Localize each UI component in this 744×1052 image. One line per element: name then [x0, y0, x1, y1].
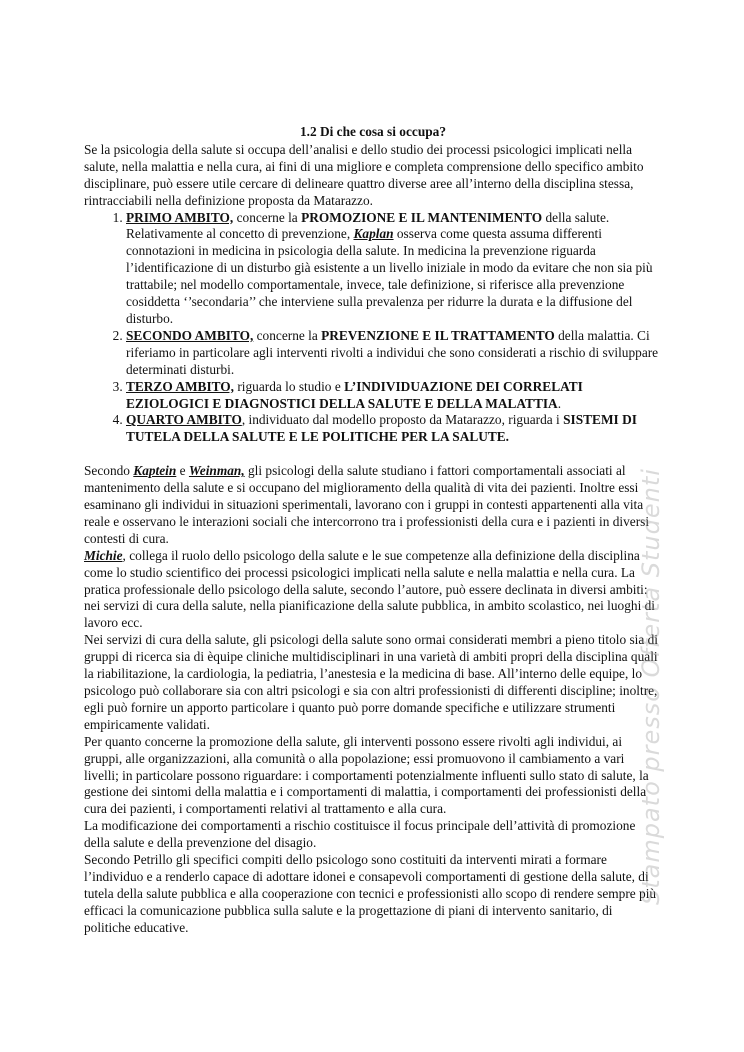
author-weinman: Weinman, — [188, 463, 245, 479]
section-heading: 1.2 Di che cosa si occupa? — [299, 124, 447, 139]
blank-line — [84, 446, 662, 463]
document-page — [84, 124, 662, 937]
ambito-topic: PROMOZIONE E IL MANTENIMENTO — [301, 209, 543, 225]
watermark-text: Stampato presso Offerta Studenti — [637, 468, 665, 905]
list-item-terzo-ambito: 3. TERZO AMBITO, riguarda lo studio e L’INDIVIDUAZIONE DEI CORRELATI EZIOLOGICI E DIAGNOSTICI DELLA SALUTE E DELLA MALATTIA. — [126, 379, 662, 413]
paragraph-kaptein-weinman: Secondo Kaptein e Weinman, gli psicologi della salute studiano i fattori comportamentali associati al mantenimento della salute e si occupano del miglioramento della qualità di vita dei pazienti. Inoltre essi esaminano gli individui in situazioni sperimentali, lavorano con i gruppi in contesti appartenenti alla vita reale e osservano le interazioni sociali che intercorrono tra i professionisti della cura e i pazienti in diversi contesti di cura. — [84, 463, 650, 546]
ambito-label: SECONDO AMBITO, — [126, 327, 254, 343]
paragraph-modificazione: La modificazione dei comportamenti a rischio costituisce il focus principale dell’attività di promozione della salute e della prevenzione del disagio. — [84, 818, 636, 851]
intro-paragraph: Se la psicologia della salute si occupa dell’analisi e dello studio dei processi psicologici implicati nella salute, nella malattia e nella cura, ai fini di una migliore e completa comprensione dello specifico ambito disciplinare, può essere utile cercare di delineare quattro diverse aree all’interno della disciplina stessa, rintracciabili nella definizione proposta da Matarazzo. — [84, 141, 644, 208]
ambito-topic: SISTEMI DI TUTELA DELLA SALUTE E LE POLITICHE PER LA SALUTE. — [126, 412, 637, 445]
paragraph-promozione: Per quanto concerne la promozione della salute, gli interventi possono essere rivolti agli individui, ai gruppi, alle organizzazioni, alla comunità o alla popolazione; essi promuovono il cambiamento a vari livelli; in particolare possono riguardare: i comportamenti potenzialmente influenti sullo stato di salute, la gestione dei sintomi della malattia e i comportamenti di malattia, i comportamenti dei professionisti della cura dei pazienti, i comportamenti relativi al trattamento e alla cura. — [84, 733, 649, 817]
paragraph-petrillo: Secondo Petrillo gli specifici compiti dello psicologo sono costituiti da interventi mirati a formare l’individuo e a renderlo capace di adottare idonei e consapevoli comportamenti di gestione della salute, di tutela della salute pubblica e alla cooperazione con tecnici e professionisti allo scopo di rendere sempre più efficaci la comunicazione pubblica sulla salute e la progettazione di piani di intervento sanitario, di politiche educative. — [84, 852, 657, 935]
ambito-label: QUARTO AMBITO — [126, 412, 242, 428]
ambito-label: PRIMO AMBITO, — [126, 209, 234, 225]
author-kaptein: Kaptein — [133, 463, 177, 479]
author-kaplan: Kaplan — [353, 226, 394, 242]
list-item-secondo-ambito: 2. SECONDO AMBITO, concerne la PREVENZIONE E IL TRATTAMENTO della malattia. Ci riferiamo in particolare agli interventi rivolti a individui che sono considerati a rischio di sviluppare determinati disturbi. — [126, 328, 662, 379]
ambito-topic: L’INDIVIDUAZIONE DEI CORRELATI EZIOLOGICI E DIAGNOSTICI DELLA SALUTE E DELLA MALATTIA — [126, 378, 583, 411]
ambito-label: TERZO AMBITO, — [126, 378, 235, 394]
ambiti-list — [84, 210, 662, 447]
author-michie: Michie — [84, 547, 123, 563]
paragraph-michie: Michie, collega il ruolo dello psicologo della salute e le sue competenze alla definizione della disciplina come lo studio scientifico dei processi psicologici implicati nella salute e nella malattia e nella cura. La pratica professionale dello psicologo della salute, secondo l’autore, può essere declinata in diversi ambiti: nei servizi di cura della salute, nella pianificazione della salute pubblica, in ambito scolastico, nei luoghi di lavoro ecc. — [84, 547, 655, 631]
ambito-topic: PREVENZIONE E IL TRATTAMENTO — [321, 327, 555, 343]
paragraph-servizi-cura: Nei servizi di cura della salute, gli psicologi della salute sono ormai considerati membri a pieno titolo sia di gruppi di ricerca sia di èquipe cliniche multidisciplinari in una varietà di ambiti propri della disciplina quali la riabilitazione, la cardiologia, la pediatria, l’anestesia e la medicina di base. All’interno delle equipe, lo psicologo può collaborare sia con altri psicologi e sia con altri professionisti di differenti discipline; inoltre, egli può fornire un apporto particolare i quanto può porre domande specifiche e utilizzare strumenti empiricamente validati. — [84, 632, 659, 732]
list-item-primo-ambito: 1. PRIMO AMBITO, concerne la PROMOZIONE E IL MANTENIMENTO della salute. Relativamente al concetto di prevenzione, Kaplan osserva come questa assuma differenti connotazioni in medicina in psicologia della salute. In medicina la prevenzione riguarda l’identificazione di un disturbo già esistente a un livello iniziale in modo da evitare che non sia più trattabile; nel modello comportamentale, invece, tale definizione, si riferisce alla prevenzione cosiddetta ‘’secondaria’’ che interviene sulla prevalenza per ridurre la durata e la diffusione del disturbo. — [126, 210, 662, 328]
list-item-quarto-ambito: 4. QUARTO AMBITO, individuato dal modello proposto da Matarazzo, riguarda i SISTEMI DI TUTELA DELLA SALUTE E LE POLITICHE PER LA SALUTE. — [126, 412, 662, 446]
